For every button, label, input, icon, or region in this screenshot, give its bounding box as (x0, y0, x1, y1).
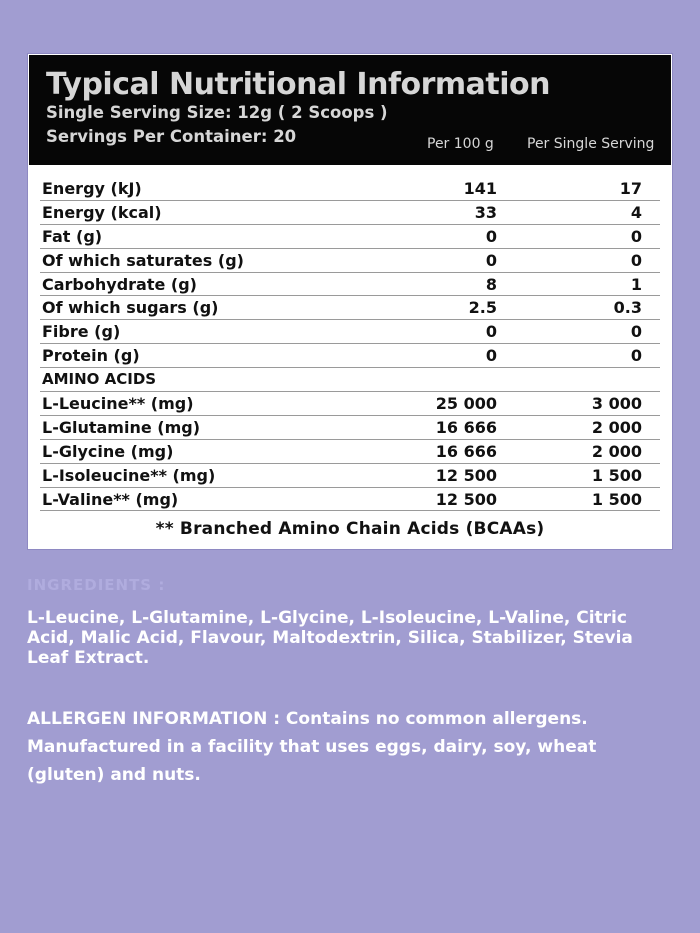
nutrition-header (29, 55, 671, 165)
nutrition-table (40, 177, 660, 511)
per-100g-value: 0 (485, 322, 497, 342)
table-row (40, 488, 660, 512)
per-100g-value: 16 666 (435, 441, 497, 461)
table-row (40, 344, 660, 368)
per-100g-value: 16 666 (435, 417, 497, 437)
table-row (40, 464, 660, 488)
table-row (40, 225, 660, 249)
nutrient-label: L-Valine** (mg) (42, 489, 179, 509)
nutrient-label: Energy (kcal) (42, 202, 162, 222)
table-row (40, 273, 660, 297)
per-serving-value: 3 000 (591, 394, 642, 414)
column-header-per-100g: Per 100 g (427, 136, 494, 152)
nutrient-label: L-Isoleucine** (mg) (42, 465, 216, 485)
ingredients-title: INGREDIENTS : (27, 576, 166, 594)
per-100g-value: 12 500 (435, 465, 497, 485)
nutrient-label: L-Glutamine (mg) (42, 417, 201, 437)
per-serving-value: 1 (630, 274, 642, 294)
panel-title: Typical Nutritional Information (46, 67, 550, 102)
per-serving-value: 0 (630, 250, 642, 270)
per-serving-value: 0 (630, 346, 642, 366)
per-serving-value: 2 000 (591, 441, 642, 461)
table-row (40, 440, 660, 464)
bcaa-footnote: ** Branched Amino Chain Acids (BCAAs) (155, 519, 545, 539)
ingredients-text: L-Leucine, L-Glutamine, L-Glycine, L-Isoleucine, L-Valine, Citric Acid, Malic Acid, Flavour, Maltodextrin, Silica, Stabilizer, Stevia Leaf Extract. (27, 608, 633, 668)
per-serving-value: 2 000 (591, 417, 642, 437)
nutrient-label: Energy (kJ) (42, 179, 142, 198)
nutrient-label: AMINO ACIDS (42, 370, 157, 389)
allergen-info: ALLERGEN INFORMATION : Contains no common allergens. Manufactured in a facility that uses eggs, dairy, soy, wheat (gluten) and nuts. (27, 709, 597, 785)
serving-size: Single Serving Size: 12g ( 2 Scoops ) (46, 103, 388, 122)
table-row (40, 177, 660, 201)
table-row (40, 249, 660, 273)
per-serving-value: 4 (630, 202, 642, 222)
servings-per-container: Servings Per Container: 20 (46, 127, 297, 146)
per-100g-value: 12 500 (435, 489, 497, 509)
nutrient-label: L-Leucine** (mg) (42, 394, 194, 414)
per-serving-value: 0 (630, 322, 642, 342)
table-row (40, 201, 660, 225)
per-serving-value: 1 500 (591, 465, 642, 485)
per-serving-value: 0 (630, 226, 642, 246)
table-row (40, 392, 660, 416)
per-100g-value: 8 (485, 274, 497, 294)
nutrient-label: Of which saturates (g) (42, 250, 244, 270)
per-100g-value: 0 (485, 226, 497, 246)
table-row (40, 320, 660, 344)
per-100g-value: 2.5 (468, 298, 497, 318)
nutrition-panel (27, 53, 673, 550)
nutrient-label: Of which sugars (g) (42, 298, 219, 318)
nutrient-label: L-Glycine (mg) (42, 441, 174, 461)
per-100g-value: 0 (485, 250, 497, 270)
nutrient-label: Fat (g) (42, 226, 103, 246)
per-100g-value: 141 (463, 179, 497, 198)
per-100g-value: 0 (485, 346, 497, 366)
nutrient-label: Fibre (g) (42, 322, 121, 342)
table-row (40, 296, 660, 320)
per-serving-value: 0.3 (613, 298, 642, 318)
nutrient-label: Carbohydrate (g) (42, 274, 197, 294)
section-heading-row (40, 368, 660, 392)
per-100g-value: 25 000 (435, 394, 497, 414)
per-serving-value: 17 (619, 179, 642, 198)
table-row (40, 416, 660, 440)
column-header-per-serving: Per Single Serving (527, 136, 655, 152)
per-100g-value: 33 (474, 202, 497, 222)
nutrient-label: Protein (g) (42, 346, 140, 366)
per-serving-value: 1 500 (591, 489, 642, 509)
